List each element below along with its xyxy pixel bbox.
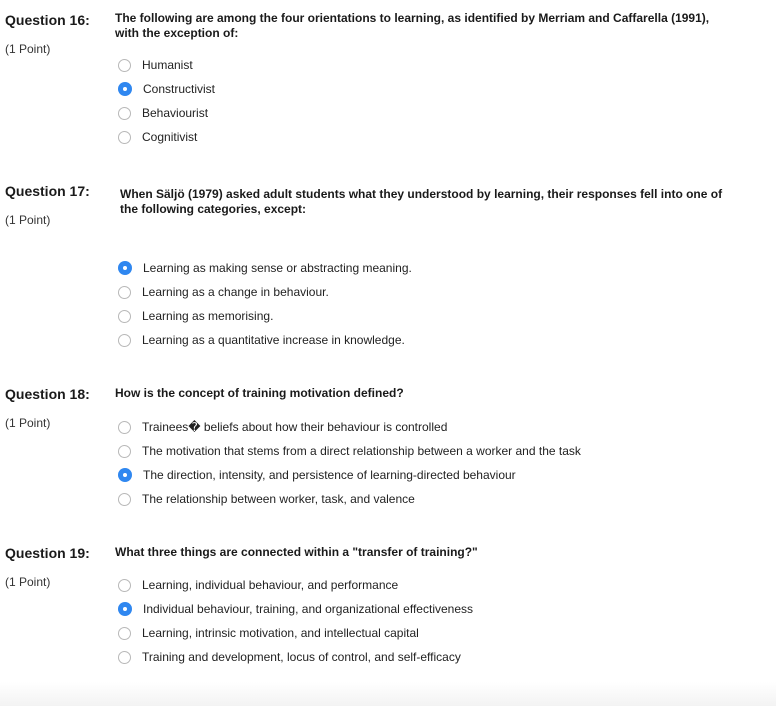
radio-button[interactable] <box>118 627 131 640</box>
answer-option[interactable] <box>118 104 208 122</box>
answer-option[interactable] <box>118 576 398 594</box>
radio-button[interactable] <box>118 651 131 664</box>
option-label: Behaviourist <box>142 106 209 120</box>
radio-button[interactable] <box>118 493 131 506</box>
answer-option[interactable] <box>118 648 461 666</box>
answer-option[interactable] <box>118 128 197 146</box>
question-points: (1 Point) <box>5 416 51 430</box>
option-label: The motivation that stems from a direct relationship between a worker and the task <box>142 444 581 458</box>
question-number: Question 16: <box>5 12 90 28</box>
answer-option[interactable] <box>118 307 273 325</box>
answer-option[interactable] <box>118 600 473 618</box>
option-label: Training and development, locus of control, and self-efficacy <box>142 650 461 664</box>
question-points: (1 Point) <box>5 213 51 227</box>
question-text: When Säljö (1979) asked adult students what they understood by learning, their responses fell into one of the following categories, except: <box>120 187 723 216</box>
radio-button[interactable] <box>118 82 132 96</box>
option-label: Cognitivist <box>142 130 198 144</box>
question-text: The following are among the four orientations to learning, as identified by Merriam and Caffarella (1991), with the exception of: <box>115 11 710 40</box>
question-text: How is the concept of training motivation defined? <box>115 386 404 400</box>
option-label: Learning as a change in behaviour. <box>142 285 329 299</box>
radio-button[interactable] <box>118 421 131 434</box>
answer-option[interactable] <box>118 331 405 349</box>
answer-option[interactable] <box>118 283 329 301</box>
radio-button[interactable] <box>118 334 131 347</box>
radio-button[interactable] <box>118 107 131 120</box>
answer-option[interactable] <box>118 442 581 460</box>
radio-button[interactable] <box>118 602 132 616</box>
question-text: What three things are connected within a "transfer of training?" <box>115 545 478 559</box>
radio-button[interactable] <box>118 310 131 323</box>
radio-button[interactable] <box>118 131 131 144</box>
option-label: Learning, individual behaviour, and performance <box>142 578 399 592</box>
answer-option[interactable] <box>118 624 419 642</box>
answer-option[interactable] <box>118 466 516 484</box>
option-label: Humanist <box>142 58 193 72</box>
radio-button[interactable] <box>118 468 132 482</box>
option-label: Trainees� beliefs about how their behaviour is controlled <box>142 420 448 434</box>
option-label: Individual behaviour, training, and organizational effectiveness <box>143 602 473 616</box>
option-label: The direction, intensity, and persistence of learning-directed behaviour <box>143 468 516 482</box>
question-points: (1 Point) <box>5 42 51 56</box>
answer-option[interactable] <box>118 80 215 98</box>
option-label: The relationship between worker, task, and valence <box>142 492 415 506</box>
answer-option[interactable] <box>118 56 193 74</box>
option-label: Learning, intrinsic motivation, and intellectual capital <box>142 626 419 640</box>
answer-option[interactable] <box>118 259 412 277</box>
radio-button[interactable] <box>118 261 132 275</box>
radio-button[interactable] <box>118 579 131 592</box>
radio-button[interactable] <box>118 286 131 299</box>
question-number: Question 19: <box>5 545 90 561</box>
question-number: Question 17: <box>5 183 90 199</box>
radio-button[interactable] <box>118 59 131 72</box>
footer-shade <box>0 682 776 706</box>
option-label: Constructivist <box>143 82 216 96</box>
option-label: Learning as making sense or abstracting meaning. <box>143 261 412 275</box>
answer-option[interactable] <box>118 490 415 508</box>
question-number: Question 18: <box>5 386 90 402</box>
answer-option[interactable] <box>118 418 447 436</box>
question-points: (1 Point) <box>5 575 51 589</box>
option-label: Learning as memorising. <box>142 309 274 323</box>
option-label: Learning as a quantitative increase in knowledge. <box>142 333 405 347</box>
radio-button[interactable] <box>118 445 131 458</box>
